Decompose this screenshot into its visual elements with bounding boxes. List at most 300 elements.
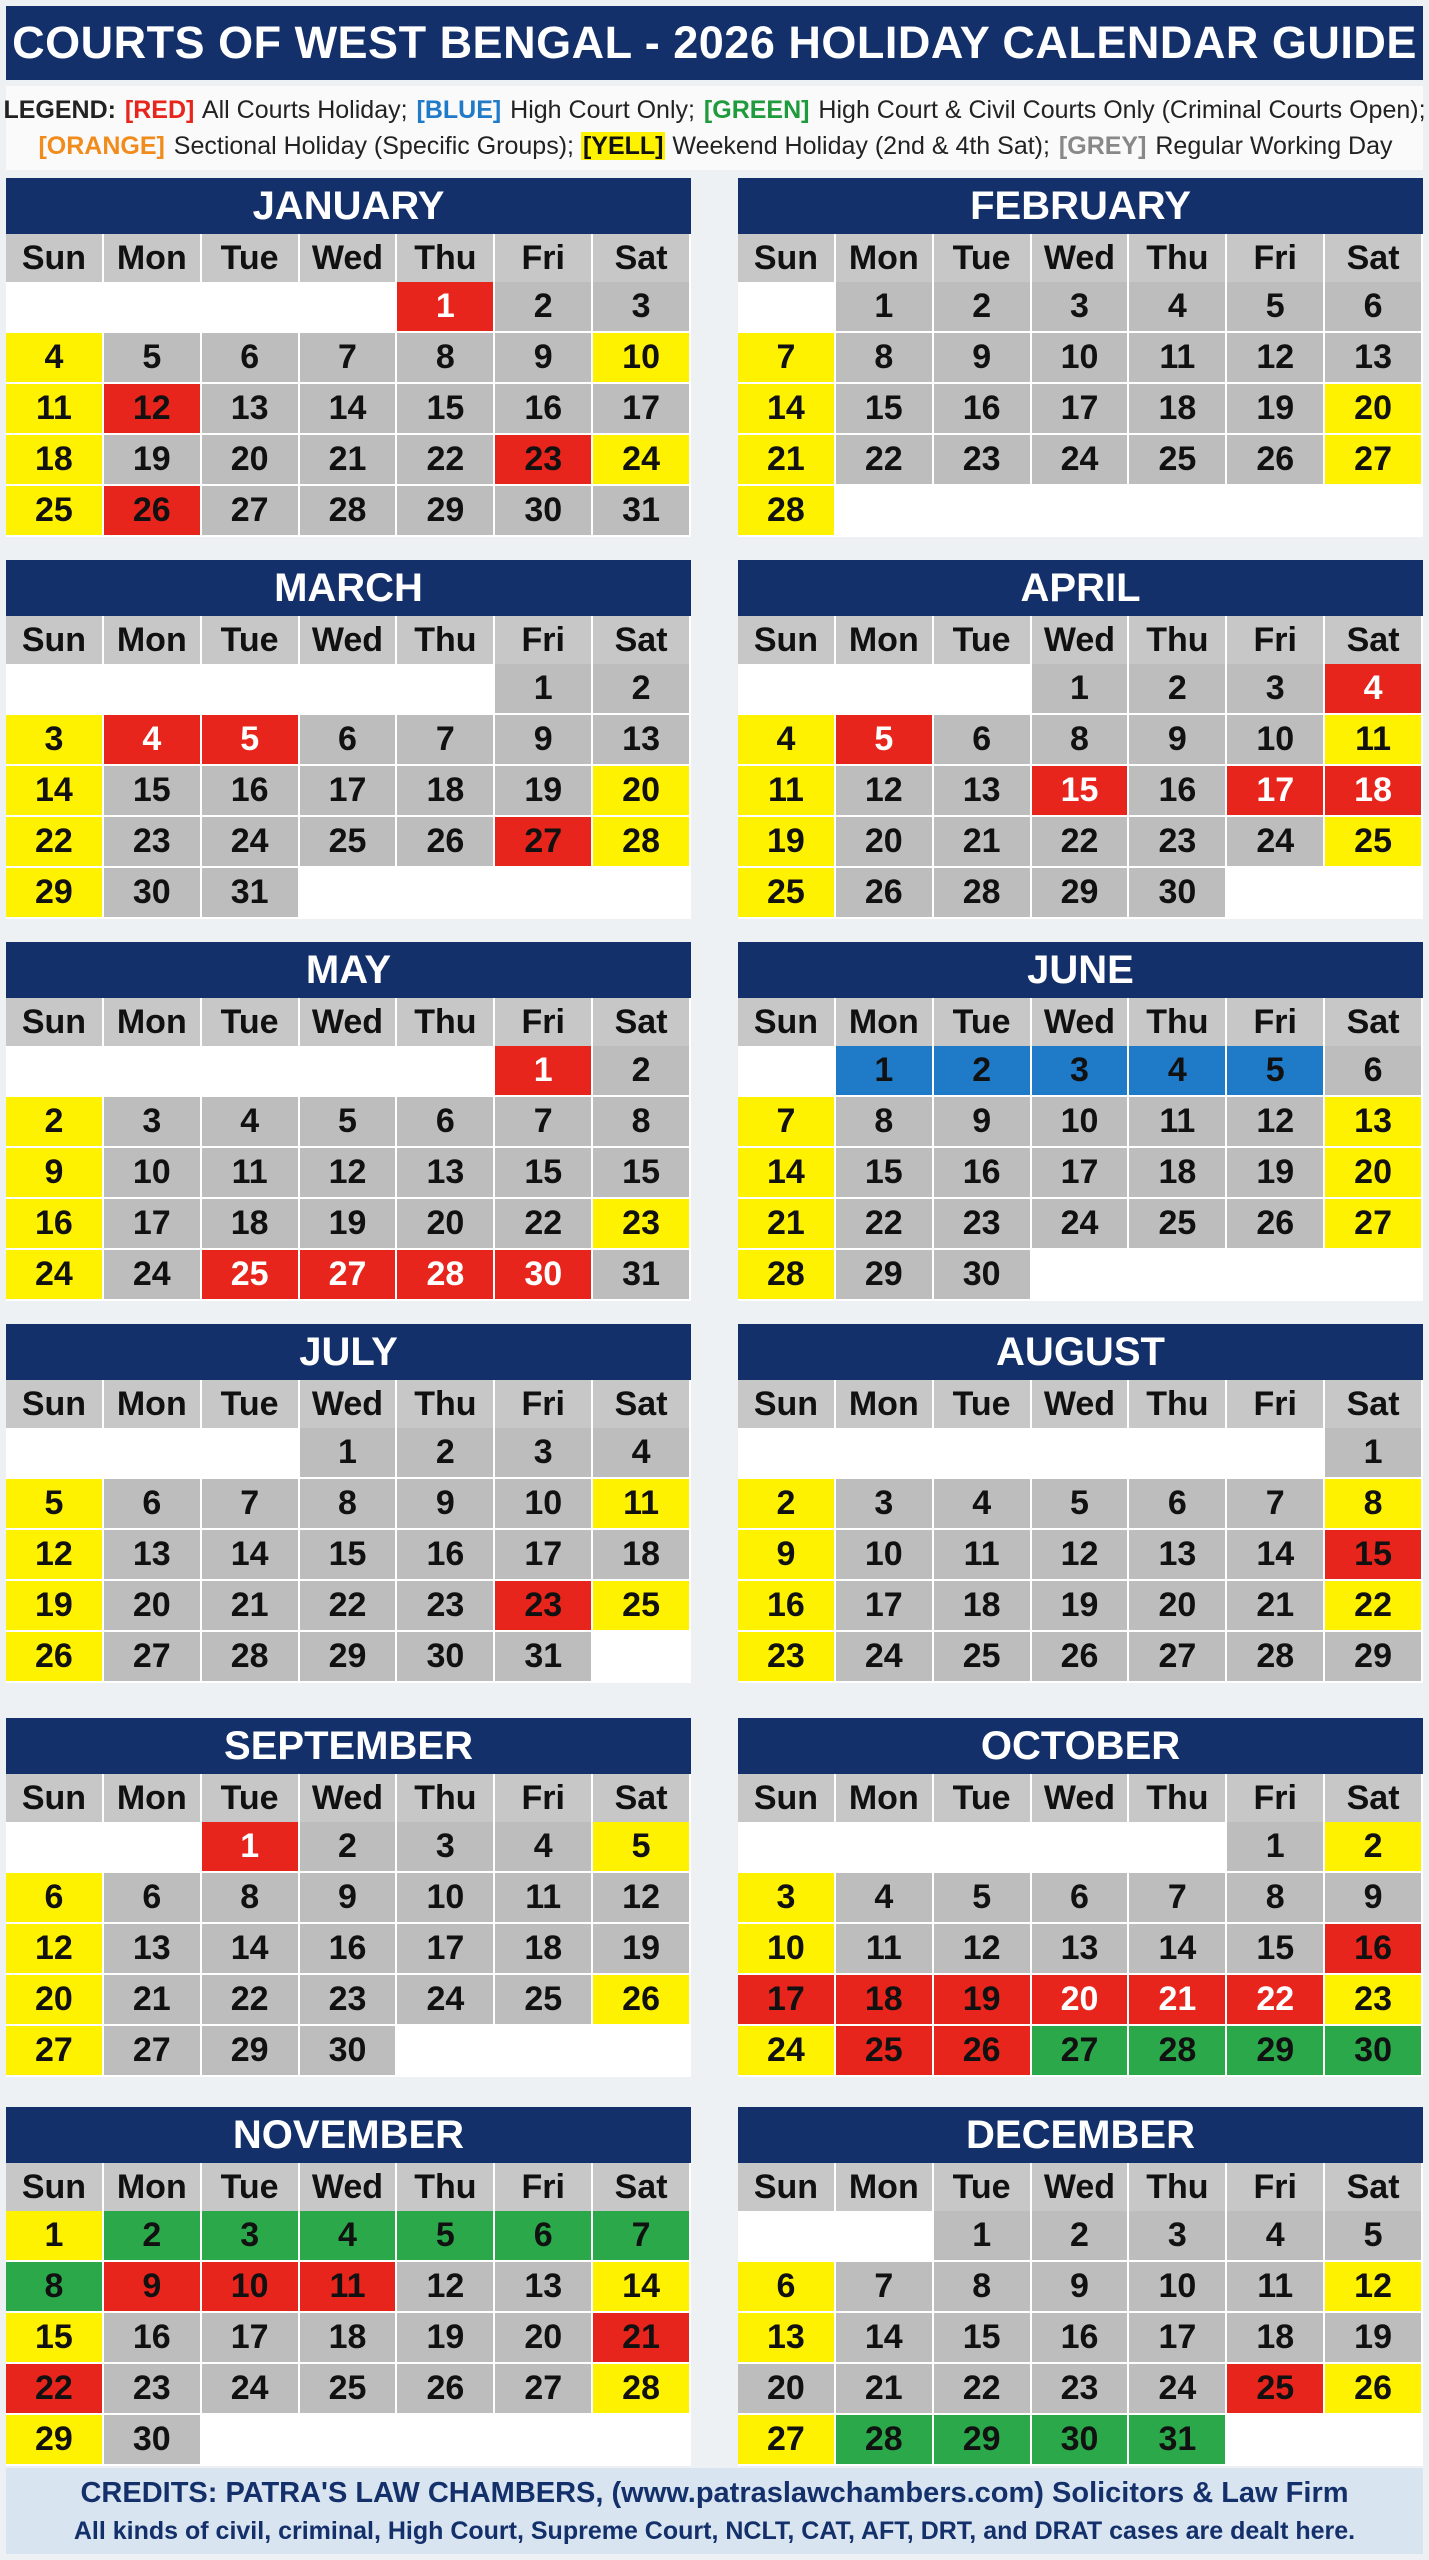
day-cell: 21 xyxy=(1129,1975,1227,2026)
weekday-label: Wed xyxy=(300,2163,398,2211)
day-cell: 29 xyxy=(1325,1632,1423,1683)
weekday-header-row xyxy=(738,1774,1423,1822)
day-cell: 28 xyxy=(836,2415,934,2466)
day-cell: 7 xyxy=(300,333,398,384)
day-cell: 9 xyxy=(1032,2262,1130,2313)
day-cell: 27 xyxy=(1129,1632,1227,1683)
empty-cell xyxy=(104,664,202,715)
day-cell: 30 xyxy=(1325,2026,1423,2077)
day-cell: 12 xyxy=(104,384,202,435)
empty-cell xyxy=(300,868,398,919)
week-row xyxy=(6,2364,691,2415)
weekday-header-row xyxy=(6,1774,691,1822)
empty-cell xyxy=(397,664,495,715)
day-cell: 21 xyxy=(593,2313,691,2364)
day-cell: 23 xyxy=(104,817,202,868)
week-row xyxy=(738,817,1423,868)
week-row xyxy=(6,1199,691,1250)
day-cell: 8 xyxy=(836,333,934,384)
month-header: DECEMBER xyxy=(738,2107,1423,2163)
day-cell: 2 xyxy=(6,1097,104,1148)
day-cell: 18 xyxy=(1129,1148,1227,1199)
weekday-label: Thu xyxy=(1129,234,1227,282)
day-cell: 17 xyxy=(1227,766,1325,817)
weekday-label: Sat xyxy=(1325,234,1423,282)
day-cell: 5 xyxy=(593,1822,691,1873)
day-cell: 16 xyxy=(934,1148,1032,1199)
legend-yellow-text: Weekend Holiday (2nd & 4th Sat); xyxy=(665,132,1050,160)
day-cell: 21 xyxy=(934,817,1032,868)
day-cell: 30 xyxy=(495,1250,593,1301)
weekday-header-row xyxy=(738,2163,1423,2211)
day-cell: 31 xyxy=(593,486,691,537)
week-row xyxy=(6,766,691,817)
day-cell: 12 xyxy=(1227,333,1325,384)
week-row xyxy=(6,1924,691,1975)
day-cell: 26 xyxy=(104,486,202,537)
weekday-label: Sun xyxy=(738,616,836,664)
day-cell: 18 xyxy=(202,1199,300,1250)
day-cell: 1 xyxy=(202,1822,300,1873)
day-cell: 21 xyxy=(202,1581,300,1632)
empty-cell xyxy=(738,1428,836,1479)
week-row xyxy=(6,1975,691,2026)
day-cell: 22 xyxy=(202,1975,300,2026)
weekday-label: Sat xyxy=(593,234,691,282)
day-cell: 4 xyxy=(738,715,836,766)
week-row xyxy=(6,435,691,486)
day-cell: 15 xyxy=(836,1148,934,1199)
day-cell: 2 xyxy=(495,282,593,333)
week-row xyxy=(738,2262,1423,2313)
weekday-label: Sat xyxy=(593,2163,691,2211)
day-cell: 14 xyxy=(1129,1924,1227,1975)
day-cell: 4 xyxy=(202,1097,300,1148)
weekday-label: Mon xyxy=(104,234,202,282)
day-cell: 10 xyxy=(1032,1097,1130,1148)
day-cell: 22 xyxy=(300,1581,398,1632)
weekday-label: Thu xyxy=(397,2163,495,2211)
day-cell: 8 xyxy=(1325,1479,1423,1530)
day-cell: 8 xyxy=(593,1097,691,1148)
weekday-label: Fri xyxy=(495,2163,593,2211)
day-cell: 24 xyxy=(202,817,300,868)
empty-cell xyxy=(1129,1250,1227,1301)
day-cell: 3 xyxy=(495,1428,593,1479)
day-cell: 18 xyxy=(300,2313,398,2364)
day-cell: 12 xyxy=(397,2262,495,2313)
empty-cell xyxy=(104,1822,202,1873)
day-cell: 4 xyxy=(495,1822,593,1873)
day-cell: 12 xyxy=(1032,1530,1130,1581)
day-cell: 12 xyxy=(1227,1097,1325,1148)
day-cell: 7 xyxy=(836,2262,934,2313)
day-cell: 16 xyxy=(397,1530,495,1581)
day-cell: 9 xyxy=(6,1148,104,1199)
day-cell: 28 xyxy=(738,486,836,537)
week-row xyxy=(6,2026,691,2077)
day-cell: 23 xyxy=(934,435,1032,486)
empty-cell xyxy=(1325,2415,1423,2466)
week-row xyxy=(6,817,691,868)
day-cell: 20 xyxy=(1129,1581,1227,1632)
week-row xyxy=(6,486,691,537)
day-cell: 23 xyxy=(495,435,593,486)
day-cell: 2 xyxy=(934,282,1032,333)
week-row xyxy=(738,1148,1423,1199)
week-row xyxy=(6,868,691,919)
empty-cell xyxy=(1032,1822,1130,1873)
day-cell: 11 xyxy=(836,1924,934,1975)
weekday-label: Sat xyxy=(1325,1774,1423,1822)
weekday-label: Mon xyxy=(836,1774,934,1822)
day-cell: 4 xyxy=(836,1873,934,1924)
legend-orange-tag: [ORANGE] xyxy=(38,132,165,160)
month-header: OCTOBER xyxy=(738,1718,1423,1774)
month-header: JULY xyxy=(6,1324,691,1380)
day-cell: 25 xyxy=(202,1250,300,1301)
legend-line-1 xyxy=(3,92,1425,128)
day-cell: 10 xyxy=(495,1479,593,1530)
day-cell: 2 xyxy=(934,1046,1032,1097)
month-header: AUGUST xyxy=(738,1324,1423,1380)
day-cell: 18 xyxy=(593,1530,691,1581)
day-cell: 8 xyxy=(934,2262,1032,2313)
month-header: JANUARY xyxy=(6,178,691,234)
empty-cell xyxy=(300,282,398,333)
weekday-label: Mon xyxy=(104,1380,202,1428)
empty-cell xyxy=(738,2211,836,2262)
day-cell: 30 xyxy=(495,486,593,537)
weekday-label: Tue xyxy=(202,998,300,1046)
day-cell: 26 xyxy=(934,2026,1032,2077)
day-cell: 16 xyxy=(202,766,300,817)
day-cell: 12 xyxy=(593,1873,691,1924)
month-september xyxy=(6,1718,691,2077)
week-row xyxy=(738,1428,1423,1479)
empty-cell xyxy=(593,1632,691,1683)
day-cell: 27 xyxy=(6,2026,104,2077)
day-cell: 30 xyxy=(1129,868,1227,919)
day-cell: 21 xyxy=(738,1199,836,1250)
day-cell: 8 xyxy=(1227,1873,1325,1924)
weekday-label: Thu xyxy=(397,616,495,664)
weekday-label: Fri xyxy=(1227,1380,1325,1428)
day-cell: 19 xyxy=(6,1581,104,1632)
day-cell: 30 xyxy=(1032,2415,1130,2466)
week-row xyxy=(738,384,1423,435)
empty-cell xyxy=(202,664,300,715)
day-cell: 5 xyxy=(1032,1479,1130,1530)
day-cell: 11 xyxy=(6,384,104,435)
day-cell: 6 xyxy=(397,1097,495,1148)
day-cell: 22 xyxy=(836,1199,934,1250)
empty-cell xyxy=(934,1428,1032,1479)
weekday-label: Fri xyxy=(495,234,593,282)
empty-cell xyxy=(1129,1428,1227,1479)
week-row xyxy=(738,1975,1423,2026)
day-cell: 19 xyxy=(934,1975,1032,2026)
day-cell: 25 xyxy=(1129,1199,1227,1250)
day-cell: 28 xyxy=(934,868,1032,919)
day-cell: 15 xyxy=(1227,1924,1325,1975)
month-header: FEBRUARY xyxy=(738,178,1423,234)
day-cell: 6 xyxy=(1325,282,1423,333)
empty-cell xyxy=(1227,1250,1325,1301)
weekday-label: Tue xyxy=(202,616,300,664)
empty-cell xyxy=(202,1046,300,1097)
month-may xyxy=(6,942,691,1301)
week-row xyxy=(738,1924,1423,1975)
weekday-label: Thu xyxy=(397,1774,495,1822)
day-cell: 19 xyxy=(1227,1148,1325,1199)
day-cell: 8 xyxy=(397,333,495,384)
day-cell: 1 xyxy=(1325,1428,1423,1479)
day-cell: 11 xyxy=(1129,333,1227,384)
day-cell: 6 xyxy=(934,715,1032,766)
day-cell: 14 xyxy=(738,384,836,435)
weekday-label: Mon xyxy=(836,1380,934,1428)
page-title: COURTS OF WEST BENGAL - 2026 HOLIDAY CALENDAR GUIDE xyxy=(6,6,1423,80)
weekday-label: Wed xyxy=(1032,1380,1130,1428)
week-row xyxy=(738,1097,1423,1148)
day-cell: 14 xyxy=(6,766,104,817)
day-cell: 3 xyxy=(1032,1046,1130,1097)
day-cell: 3 xyxy=(836,1479,934,1530)
weekday-label: Tue xyxy=(934,998,1032,1046)
day-cell: 4 xyxy=(1129,1046,1227,1097)
day-cell: 16 xyxy=(104,2313,202,2364)
day-cell: 27 xyxy=(495,817,593,868)
day-cell: 2 xyxy=(397,1428,495,1479)
day-cell: 4 xyxy=(593,1428,691,1479)
week-row xyxy=(6,715,691,766)
month-october xyxy=(738,1718,1423,2077)
empty-cell xyxy=(836,1822,934,1873)
day-cell: 15 xyxy=(1032,766,1130,817)
weekday-label: Thu xyxy=(397,998,495,1046)
weekday-label: Fri xyxy=(1227,616,1325,664)
week-row xyxy=(6,2211,691,2262)
weekday-label: Sun xyxy=(738,234,836,282)
day-cell: 18 xyxy=(1227,2313,1325,2364)
day-cell: 6 xyxy=(1325,1046,1423,1097)
day-cell: 26 xyxy=(1032,1632,1130,1683)
month-february xyxy=(738,178,1423,537)
day-cell: 3 xyxy=(593,282,691,333)
day-cell: 1 xyxy=(300,1428,398,1479)
day-cell: 28 xyxy=(593,2364,691,2415)
day-cell: 20 xyxy=(1032,1975,1130,2026)
empty-cell xyxy=(738,1822,836,1873)
day-cell: 27 xyxy=(495,2364,593,2415)
weekday-header-row xyxy=(6,2163,691,2211)
week-row xyxy=(738,2211,1423,2262)
day-cell: 13 xyxy=(1129,1530,1227,1581)
day-cell: 17 xyxy=(202,2313,300,2364)
day-cell: 22 xyxy=(1227,1975,1325,2026)
weekday-label: Fri xyxy=(1227,1774,1325,1822)
day-cell: 30 xyxy=(300,2026,398,2077)
empty-cell xyxy=(1227,2415,1325,2466)
empty-cell xyxy=(836,664,934,715)
credits-line-1: CREDITS: PATRA'S LAW CHAMBERS, (www.patraslawchambers.com) Solicitors & Law Firm xyxy=(80,2477,1349,2509)
day-cell: 17 xyxy=(104,1199,202,1250)
week-row xyxy=(6,1148,691,1199)
day-cell: 14 xyxy=(202,1924,300,1975)
weekday-label: Wed xyxy=(300,1774,398,1822)
day-cell: 5 xyxy=(1325,2211,1423,2262)
empty-cell xyxy=(1227,1428,1325,1479)
weekday-label: Tue xyxy=(934,2163,1032,2211)
day-cell: 16 xyxy=(495,384,593,435)
day-cell: 29 xyxy=(6,2415,104,2466)
day-cell: 15 xyxy=(934,2313,1032,2364)
day-cell: 25 xyxy=(836,2026,934,2077)
day-cell: 20 xyxy=(104,1581,202,1632)
day-cell: 1 xyxy=(397,282,495,333)
weekday-label: Tue xyxy=(202,1774,300,1822)
day-cell: 16 xyxy=(934,384,1032,435)
day-cell: 9 xyxy=(104,2262,202,2313)
week-row xyxy=(6,2415,691,2466)
month-march xyxy=(6,560,691,919)
month-december xyxy=(738,2107,1423,2466)
day-cell: 19 xyxy=(1325,2313,1423,2364)
weekday-label: Wed xyxy=(300,234,398,282)
day-cell: 1 xyxy=(934,2211,1032,2262)
weekday-label: Sun xyxy=(6,998,104,1046)
day-cell: 23 xyxy=(397,1581,495,1632)
empty-cell xyxy=(495,2415,593,2466)
day-cell: 31 xyxy=(1129,2415,1227,2466)
day-cell: 20 xyxy=(1325,1148,1423,1199)
day-cell: 28 xyxy=(397,1250,495,1301)
weekday-label: Thu xyxy=(397,1380,495,1428)
day-cell: 24 xyxy=(104,1250,202,1301)
day-cell: 8 xyxy=(300,1479,398,1530)
legend-red-text: All Courts Holiday; xyxy=(196,96,408,124)
week-row xyxy=(6,1632,691,1683)
week-row xyxy=(738,664,1423,715)
weekday-label: Sat xyxy=(593,1774,691,1822)
day-cell: 16 xyxy=(1325,1924,1423,1975)
weekday-label: Sat xyxy=(1325,1380,1423,1428)
weekday-label: Fri xyxy=(1227,2163,1325,2211)
day-cell: 10 xyxy=(593,333,691,384)
week-row xyxy=(6,664,691,715)
day-cell: 5 xyxy=(300,1097,398,1148)
empty-cell xyxy=(1325,1250,1423,1301)
day-cell: 28 xyxy=(202,1632,300,1683)
week-row xyxy=(6,1530,691,1581)
empty-cell xyxy=(738,664,836,715)
empty-cell xyxy=(1032,1250,1130,1301)
day-cell: 18 xyxy=(836,1975,934,2026)
day-cell: 5 xyxy=(1227,282,1325,333)
week-row xyxy=(738,1479,1423,1530)
weekday-label: Mon xyxy=(836,998,934,1046)
legend-blue-tag: [BLUE] xyxy=(416,96,502,124)
day-cell: 17 xyxy=(1032,384,1130,435)
week-row xyxy=(738,333,1423,384)
day-cell: 17 xyxy=(300,766,398,817)
weekday-label: Sun xyxy=(738,1774,836,1822)
day-cell: 24 xyxy=(397,1975,495,2026)
week-row xyxy=(738,2415,1423,2466)
day-cell: 19 xyxy=(397,2313,495,2364)
week-row xyxy=(738,1581,1423,1632)
day-cell: 1 xyxy=(836,1046,934,1097)
weekday-label: Sun xyxy=(738,2163,836,2211)
weekday-header-row xyxy=(6,234,691,282)
empty-cell xyxy=(202,282,300,333)
day-cell: 28 xyxy=(1227,1632,1325,1683)
day-cell: 21 xyxy=(836,2364,934,2415)
day-cell: 14 xyxy=(738,1148,836,1199)
day-cell: 25 xyxy=(593,1581,691,1632)
day-cell: 16 xyxy=(300,1924,398,1975)
day-cell: 24 xyxy=(593,435,691,486)
day-cell: 10 xyxy=(104,1148,202,1199)
day-cell: 2 xyxy=(593,1046,691,1097)
day-cell: 25 xyxy=(1325,817,1423,868)
credits-line-2: All kinds of civil, criminal, High Court, Supreme Court, NCLT, CAT, AFT, DRT, and DRAT cases are dealt here. xyxy=(73,2517,1356,2545)
week-row xyxy=(738,2313,1423,2364)
empty-cell xyxy=(1032,486,1130,537)
day-cell: 17 xyxy=(397,1924,495,1975)
empty-cell xyxy=(593,2026,691,2077)
day-cell: 7 xyxy=(738,1097,836,1148)
day-cell: 26 xyxy=(593,1975,691,2026)
weekday-label: Mon xyxy=(836,2163,934,2211)
empty-cell xyxy=(104,282,202,333)
day-cell: 12 xyxy=(1325,2262,1423,2313)
day-cell: 13 xyxy=(738,2313,836,2364)
day-cell: 7 xyxy=(1129,1873,1227,1924)
day-cell: 13 xyxy=(593,715,691,766)
day-cell: 10 xyxy=(836,1530,934,1581)
empty-cell xyxy=(1227,868,1325,919)
legend-blue-text: High Court Only; xyxy=(503,96,695,124)
day-cell: 13 xyxy=(202,384,300,435)
day-cell: 14 xyxy=(300,384,398,435)
day-cell: 22 xyxy=(495,1199,593,1250)
weekday-label: Wed xyxy=(1032,616,1130,664)
day-cell: 1 xyxy=(836,282,934,333)
week-row xyxy=(738,435,1423,486)
day-cell: 23 xyxy=(104,2364,202,2415)
legend-label: LEGEND: xyxy=(3,96,116,124)
day-cell: 23 xyxy=(934,1199,1032,1250)
weekday-label: Sun xyxy=(738,1380,836,1428)
day-cell: 24 xyxy=(1032,435,1130,486)
day-cell: 24 xyxy=(836,1632,934,1683)
day-cell: 7 xyxy=(202,1479,300,1530)
day-cell: 27 xyxy=(104,1632,202,1683)
day-cell: 20 xyxy=(593,766,691,817)
weekday-header-row xyxy=(738,234,1423,282)
weekday-header-row xyxy=(738,616,1423,664)
day-cell: 11 xyxy=(495,1873,593,1924)
empty-cell xyxy=(6,1822,104,1873)
day-cell: 3 xyxy=(1227,664,1325,715)
day-cell: 11 xyxy=(593,1479,691,1530)
day-cell: 13 xyxy=(1325,333,1423,384)
day-cell: 8 xyxy=(836,1097,934,1148)
day-cell: 24 xyxy=(1129,2364,1227,2415)
day-cell: 6 xyxy=(1129,1479,1227,1530)
